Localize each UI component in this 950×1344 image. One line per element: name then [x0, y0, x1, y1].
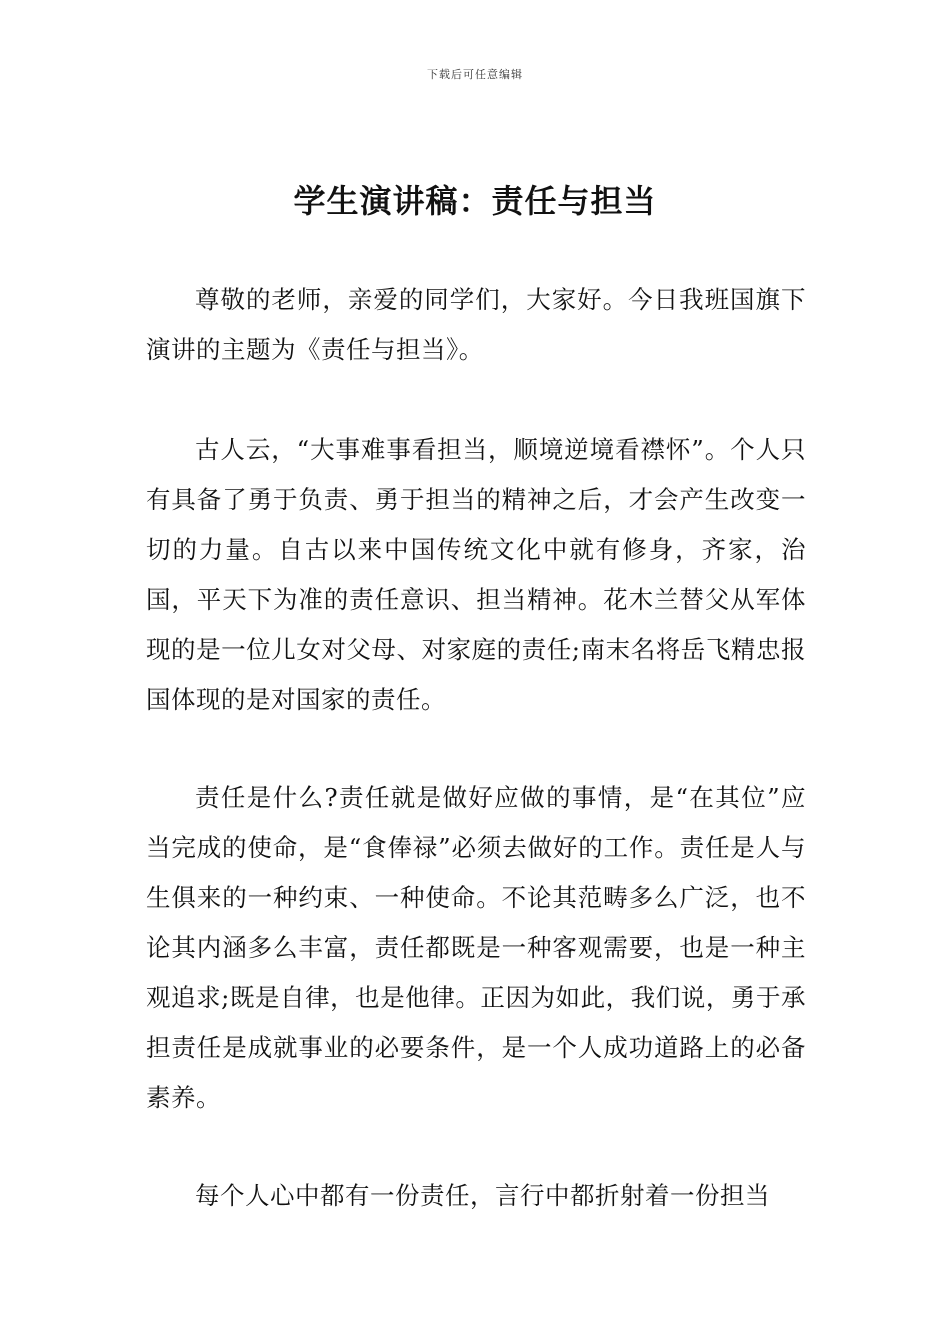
- paragraph-1: 尊敬的老师，亲爱的同学们，大家好。今日我班国旗下演讲的主题为《责任与担当》。: [146, 285, 806, 364]
- paragraph-4: 每个人心中都有一份责任，言行中都折射着一份担当: [195, 1181, 770, 1210]
- paragraph-3: 责任是什么?责任就是做好应做的事情，是“在其位”应当完成的使命，是“食俸禄”必须去做好的工作。责任是人与生俱来的一种约束、一种使命。不论其范畴多么广泛，也不论其内涵多么丰富，责任都既是一种客观需要，也是一种主观追求;既是自律，也是他律。正因为如此，我们说，勇于承担责任是成就事业的必要条件，是一个人成功道路上的必备素养。: [146, 783, 806, 1112]
- header-note: 下载后可任意编辑: [427, 68, 523, 81]
- paragraph-2: 古人云，“大事难事看担当，顺境逆境看襟怀”。个人只有具备了勇于负责、勇于担当的精神之后，才会产生改变一切的力量。自古以来中国传统文化中就有修身，齐家，治国，平天下为准的责任意识、担当精神。花木兰替父从军体现的是一位儿女对父母、对家庭的责任;南末名将岳飞精忠报国体现的是对国家的责任。: [146, 435, 806, 714]
- document-title: 学生演讲稿：责任与担当: [293, 182, 657, 220]
